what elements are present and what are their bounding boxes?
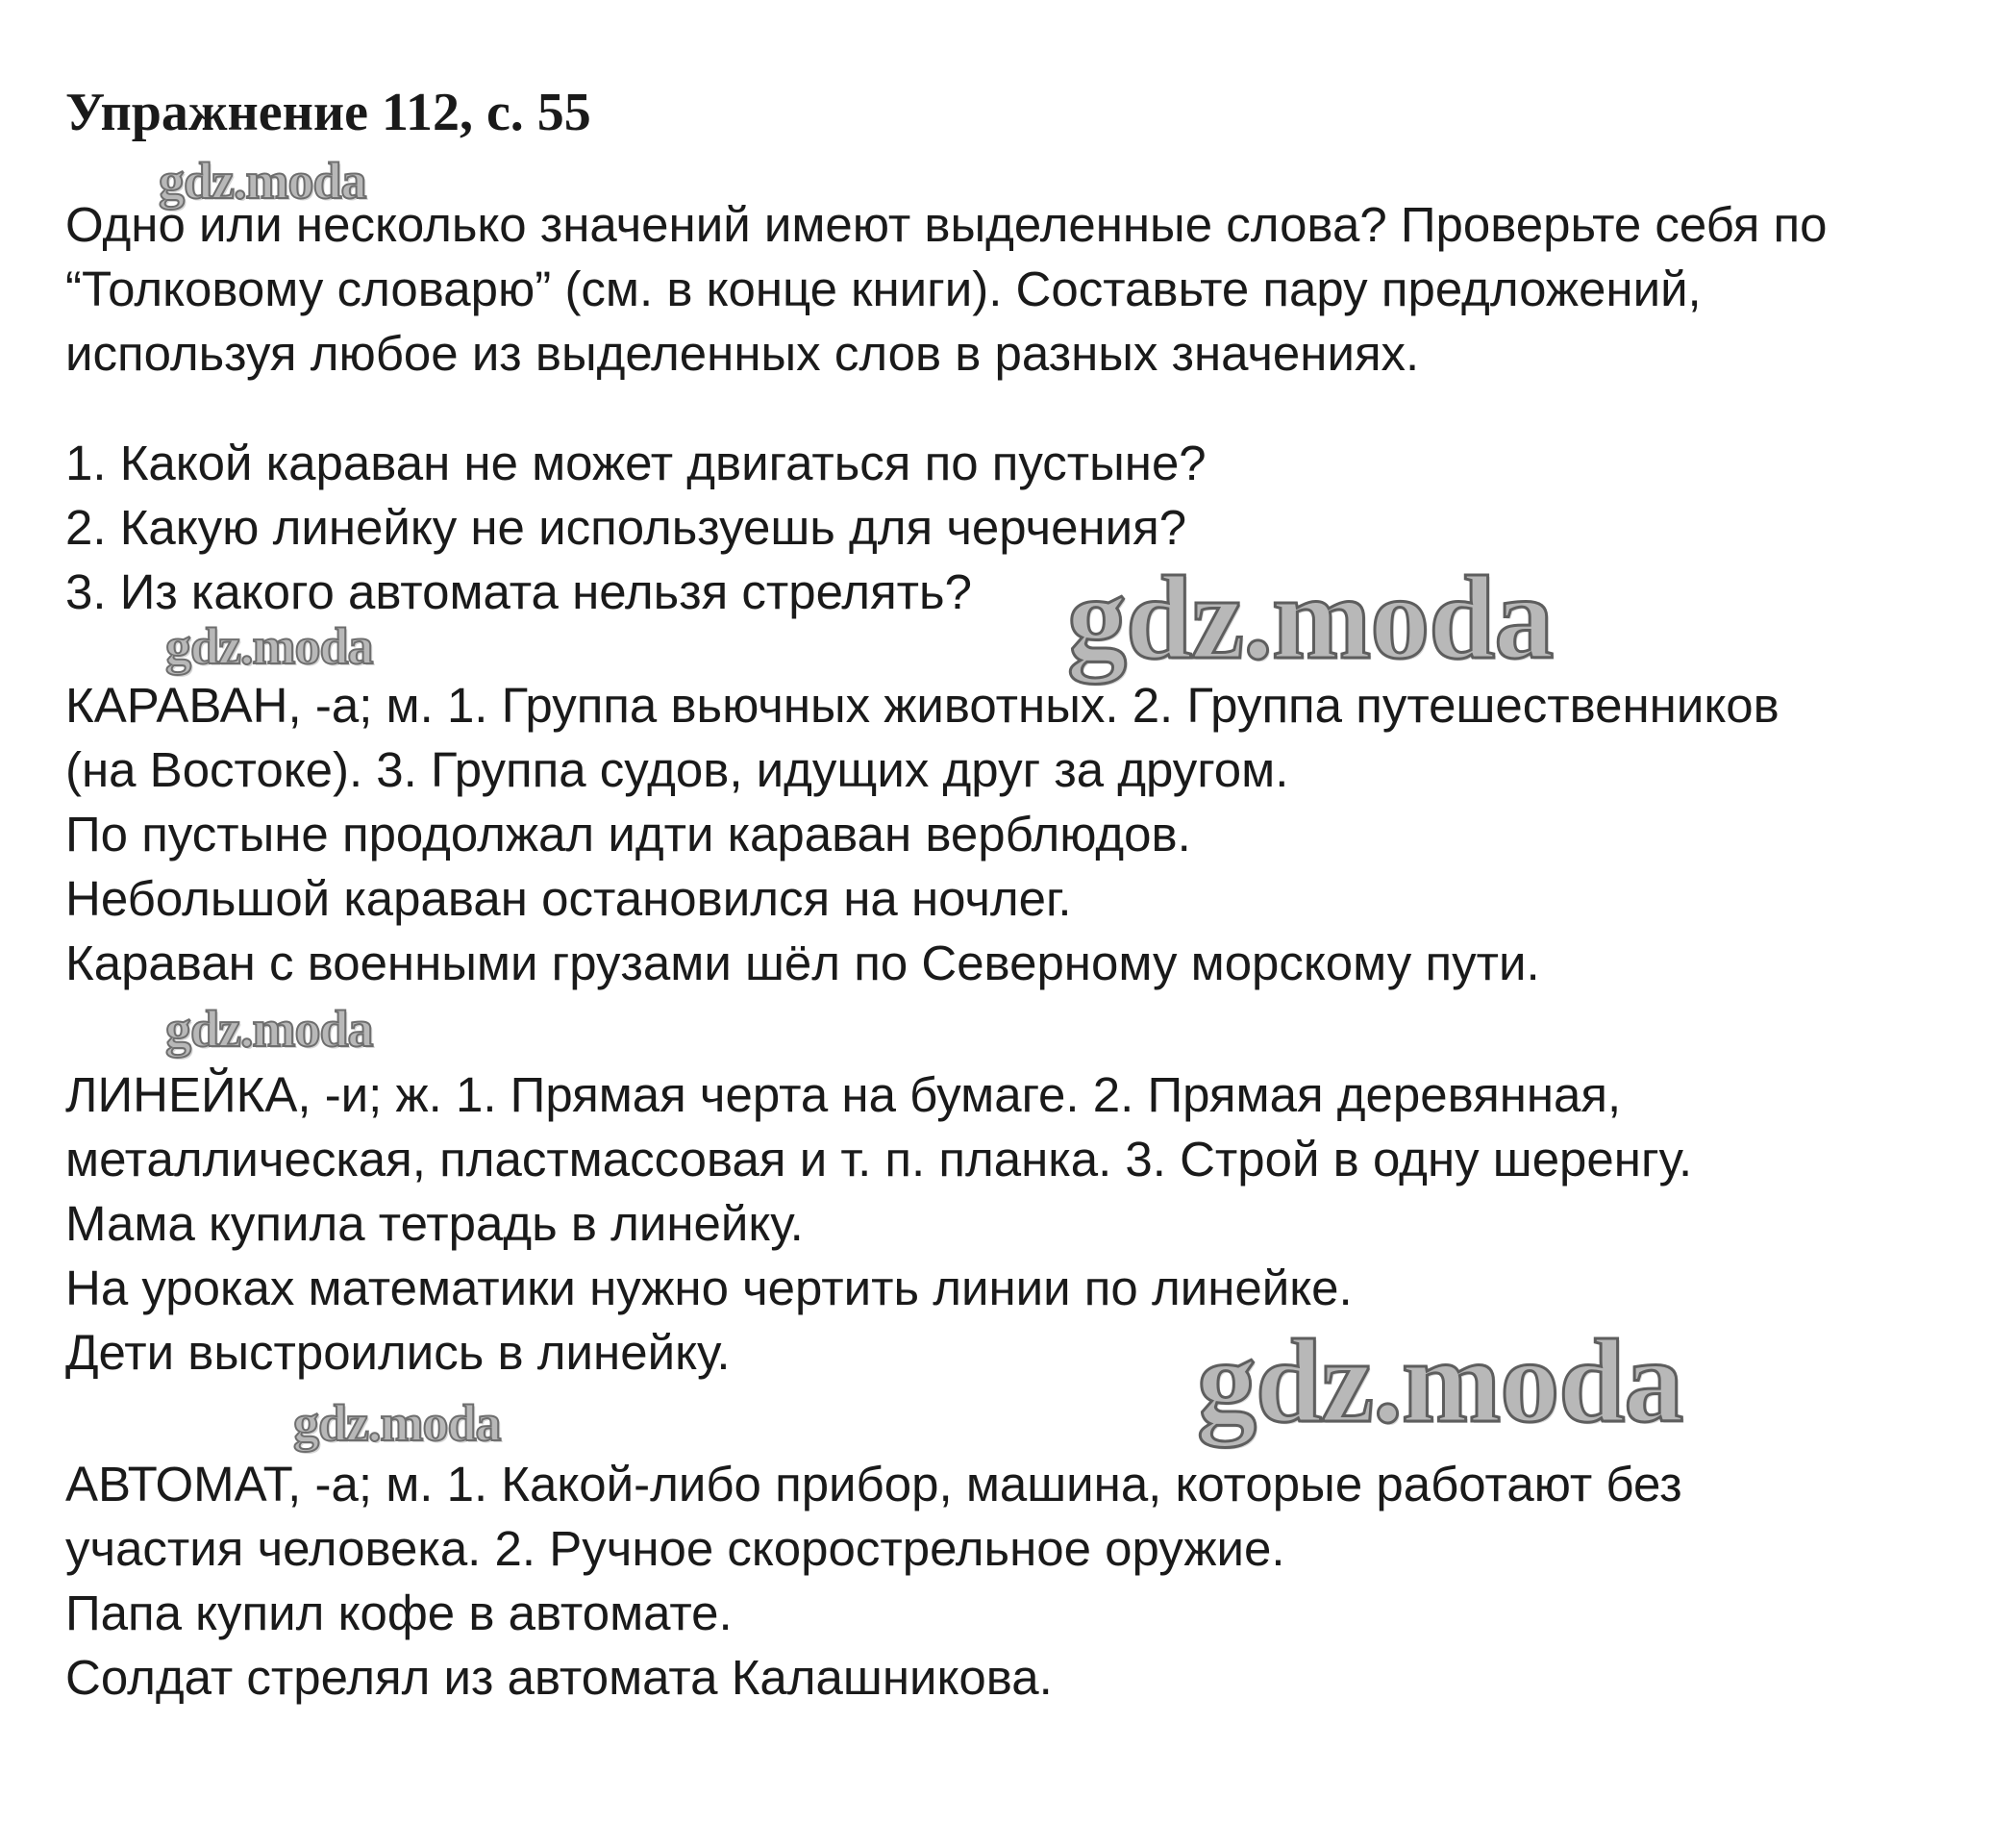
entry-example: Мама купила тетрадь в линейку. (65, 1196, 804, 1251)
question-item: 3. Из какого автомата нельзя стрелять? (65, 564, 972, 619)
watermark-logo: gdz.moda (165, 1000, 373, 1058)
watermark-logo: gdz.moda (1197, 1315, 1683, 1447)
entry-example: На уроках математики нужно чертить линии по линейке. (65, 1261, 1353, 1315)
watermark-logo: gdz.moda (165, 617, 373, 675)
entry-definition-line: КАРАВАН, -а; м. 1. Группа вьючных животных. 2. Группа путешественников (65, 678, 1780, 733)
question-list (65, 431, 1207, 624)
entry-definition-line: АВТОМАТ, -а; м. 1. Какой-либо прибор, машина, которые работают без (65, 1457, 1682, 1511)
watermark-logo: gdz.moda (293, 1394, 501, 1452)
entry-example: По пустыне продолжал идти караван верблюдов. (65, 807, 1191, 862)
entry-example: Папа купил кофе в автомате. (65, 1586, 733, 1640)
task-line: Одно или несколько значений имеют выделенные слова? Проверьте себя по (65, 197, 1828, 252)
task-line: “Толковому словарю” (см. в конце книги). Составьте пару предложений, (65, 262, 1702, 316)
watermark-logo: gdz.moda (159, 152, 366, 210)
entry-definition-line: ЛИНЕЙКА, -и; ж. 1. Прямая черта на бумаге. 2. Прямая деревянная, (65, 1067, 1622, 1122)
dictionary-entry-karavan (65, 673, 1780, 995)
question-item: 1. Какой караван не может двигаться по пустыне? (65, 436, 1207, 490)
entry-definition-line: металлическая, пластмассовая и т. п. планка. 3. Строй в одну шеренгу. (65, 1132, 1693, 1186)
entry-definition-line: (на Востоке). 3. Группа судов, идущих друг за другом. (65, 742, 1289, 797)
entry-example: Небольшой караван остановился на ночлег. (65, 871, 1072, 926)
task-line: используя любое из выделенных слов в разных значениях. (65, 326, 1420, 381)
entry-example: Дети выстроились в линейку. (65, 1325, 731, 1380)
dictionary-entry-lineyka (65, 1062, 1692, 1385)
entry-example: Солдат стрелял из автомата Калашникова. (65, 1650, 1053, 1705)
exercise-title: Упражнение 112, с. 55 (65, 83, 591, 142)
watermark-logo: gdz.moda (1067, 552, 1554, 684)
question-item: 2. Какую линейку не используешь для черчения? (65, 500, 1187, 555)
task-text (65, 192, 1828, 386)
entry-definition-line: участия человека. 2. Ручное скорострельное оружие. (65, 1521, 1285, 1576)
dictionary-entry-avtomat (65, 1452, 1682, 1710)
entry-example: Караван с военными грузами шёл по Северному морскому пути. (65, 936, 1540, 990)
